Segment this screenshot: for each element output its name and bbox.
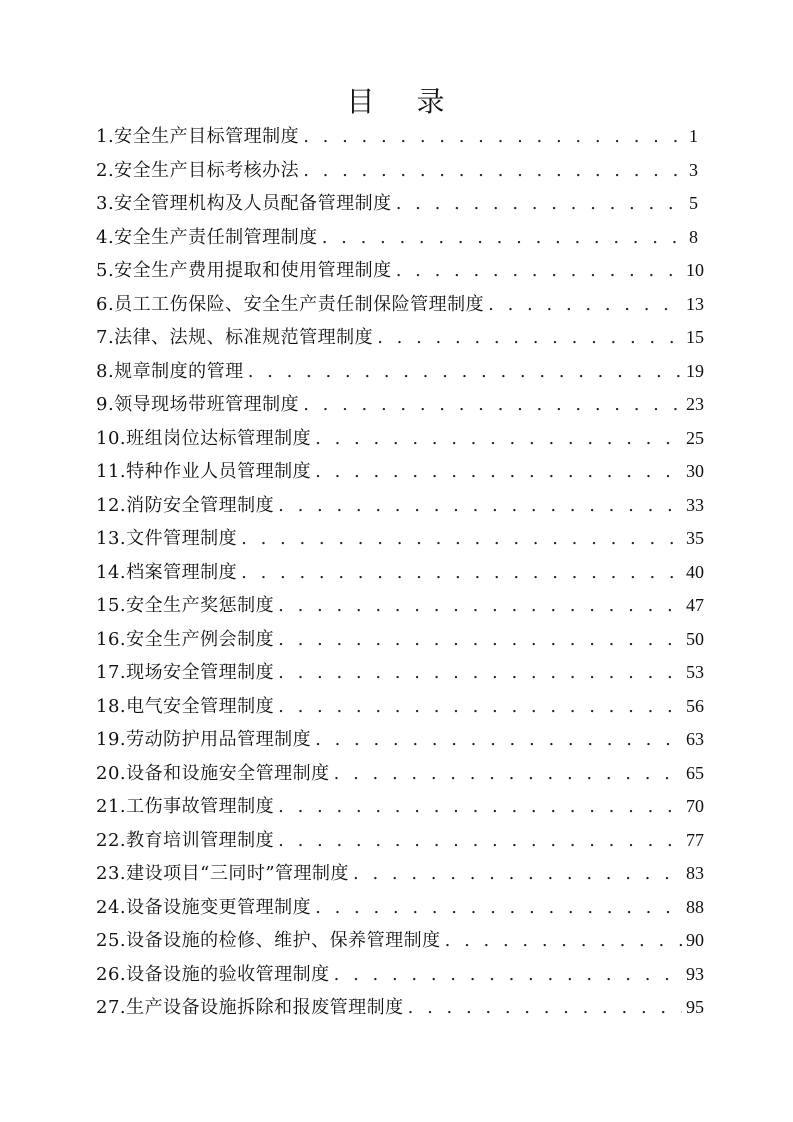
toc-entry-label: 19.劳动防护用品管理制度 xyxy=(96,729,312,750)
dot-leader xyxy=(278,656,682,690)
dot-leader xyxy=(315,455,682,489)
toc-entry[interactable] xyxy=(96,757,704,791)
toc-entry-page: 65 xyxy=(686,762,704,783)
dot-leader xyxy=(377,321,682,355)
toc-entry[interactable] xyxy=(96,254,704,288)
toc-entry[interactable] xyxy=(96,924,704,958)
dot-leader xyxy=(445,924,682,958)
toc-entry-label: 6.员工工伤保险、安全生产责任制保险管理制度 xyxy=(96,293,485,315)
toc-entry-page: 23 xyxy=(686,394,704,414)
toc-entry[interactable] xyxy=(96,422,704,456)
toc-entry-page: 13 xyxy=(686,293,704,314)
dot-leader xyxy=(353,857,682,891)
toc-entry-page: 50 xyxy=(686,628,704,649)
toc-entry[interactable] xyxy=(96,187,698,221)
dot-leader xyxy=(278,824,682,858)
dot-leader xyxy=(303,120,682,154)
dot-leader xyxy=(278,690,682,724)
dot-leader xyxy=(334,958,682,992)
toc-entry-label: 8.规章制度的管理 xyxy=(96,360,244,382)
dot-leader xyxy=(396,187,682,221)
toc-entry-page: 15 xyxy=(686,327,704,347)
toc-entry-page: 77 xyxy=(686,829,704,850)
dot-leader xyxy=(278,489,682,523)
dot-leader xyxy=(278,790,682,824)
toc-entry-label: 2.安全生产目标考核办法 xyxy=(96,159,300,181)
toc-entry-label: 13.文件管理制度 xyxy=(96,528,238,549)
toc-entry[interactable] xyxy=(96,623,704,657)
toc-entry-page: 19 xyxy=(686,360,704,381)
dot-leader xyxy=(396,254,682,288)
dot-leader xyxy=(315,891,682,925)
dot-leader xyxy=(315,723,682,757)
toc-entry-label: 21.工伤事故管理制度 xyxy=(96,796,275,817)
toc-entry-label: 24.设备设施变更管理制度 xyxy=(96,896,312,918)
dot-leader xyxy=(488,288,682,322)
toc-entry-page: 53 xyxy=(686,662,704,682)
toc-entry[interactable] xyxy=(96,891,704,925)
toc-entry[interactable] xyxy=(96,991,704,1025)
dot-leader xyxy=(315,422,682,456)
toc-entry-page: 10 xyxy=(686,260,704,280)
toc-entry-page: 8 xyxy=(689,226,698,247)
toc-entry-label: 26.设备设施的验收管理制度 xyxy=(96,963,330,985)
dot-leader xyxy=(278,589,682,623)
toc-entry[interactable] xyxy=(96,154,698,188)
dot-leader xyxy=(303,388,682,422)
toc-entry[interactable] xyxy=(96,656,704,690)
title-part-1: 目 xyxy=(346,85,377,118)
toc-entry-label: 14.档案管理制度 xyxy=(96,561,238,583)
toc-entry[interactable] xyxy=(96,288,704,322)
toc-entry-page: 25 xyxy=(686,427,704,448)
toc-entry-label: 11.特种作业人员管理制度 xyxy=(96,461,312,482)
dot-leader xyxy=(408,991,682,1025)
toc-entry-label: 15.安全生产奖惩制度 xyxy=(96,595,275,616)
toc-entry-label: 22.教育培训管理制度 xyxy=(96,829,275,851)
toc-entry-page: 93 xyxy=(686,963,704,984)
toc-entry-page: 90 xyxy=(686,930,704,950)
dot-leader xyxy=(248,355,682,389)
toc-entry[interactable] xyxy=(96,221,698,255)
toc-entry-page: 56 xyxy=(686,695,704,716)
toc-entry-label: 9.领导现场带班管理制度 xyxy=(96,394,300,415)
toc-entry-page: 33 xyxy=(686,494,704,515)
toc-entry[interactable] xyxy=(96,589,704,623)
toc-entry-page: 47 xyxy=(686,595,704,615)
toc-entry[interactable] xyxy=(96,857,704,891)
toc-entry[interactable] xyxy=(96,958,704,992)
toc-entry[interactable] xyxy=(96,489,704,523)
toc-entry-page: 40 xyxy=(686,561,704,582)
toc-entry-page: 30 xyxy=(686,461,704,481)
toc-entry-label: 20.设备和设施安全管理制度 xyxy=(96,762,330,784)
toc-entry[interactable] xyxy=(96,522,704,556)
toc-entry-page: 1 xyxy=(689,126,698,146)
toc-entry-label: 18.电气安全管理制度 xyxy=(96,695,275,717)
toc-entry-label: 4.安全生产责任制管理制度 xyxy=(96,226,318,248)
toc-entry[interactable] xyxy=(96,455,704,489)
toc-entry-page: 70 xyxy=(686,796,704,816)
toc-entry[interactable] xyxy=(96,355,704,389)
table-of-contents xyxy=(96,120,704,1025)
toc-entry-label: 5.安全生产费用提取和使用管理制度 xyxy=(96,260,392,281)
toc-entry[interactable] xyxy=(96,790,704,824)
toc-entry-page: 95 xyxy=(686,997,704,1017)
toc-entry[interactable] xyxy=(96,824,704,858)
toc-entry-label: 23.建设项目“三同时”管理制度 xyxy=(96,863,350,884)
toc-entry-label: 1.安全生产目标管理制度 xyxy=(96,126,300,147)
dot-leader xyxy=(278,623,682,657)
toc-entry-page: 3 xyxy=(689,159,698,180)
toc-entry[interactable] xyxy=(96,321,704,355)
toc-entry-page: 35 xyxy=(686,528,704,548)
toc-entry-label: 10.班组岗位达标管理制度 xyxy=(96,427,312,449)
dot-leader xyxy=(303,154,682,188)
toc-entry-label: 27.生产设备设施拆除和报废管理制度 xyxy=(96,997,404,1018)
toc-entry-page: 5 xyxy=(689,193,698,213)
toc-entry-label: 16.安全生产例会制度 xyxy=(96,628,275,650)
toc-entry-label: 3.安全管理机构及人员配备管理制度 xyxy=(96,193,392,214)
dot-leader xyxy=(322,221,682,255)
toc-entry[interactable] xyxy=(96,690,704,724)
toc-entry-page: 63 xyxy=(686,729,704,749)
toc-entry[interactable] xyxy=(96,120,698,154)
toc-entry-page: 83 xyxy=(686,863,704,883)
dot-leader xyxy=(241,556,682,590)
toc-entry[interactable] xyxy=(96,388,704,422)
toc-entry[interactable] xyxy=(96,723,704,757)
toc-entry[interactable] xyxy=(96,556,704,590)
dot-leader xyxy=(241,522,682,556)
toc-entry-label: 17.现场安全管理制度 xyxy=(96,662,275,683)
toc-entry-label: 7.法律、法规、标准规范管理制度 xyxy=(96,327,374,348)
dot-leader xyxy=(334,757,682,791)
toc-entry-label: 25.设备设施的检修、维护、保养管理制度 xyxy=(96,930,441,951)
page-title xyxy=(0,80,793,120)
title-part-2: 录 xyxy=(416,85,447,118)
toc-entry-page: 88 xyxy=(686,896,704,917)
toc-entry-label: 12.消防安全管理制度 xyxy=(96,494,275,516)
